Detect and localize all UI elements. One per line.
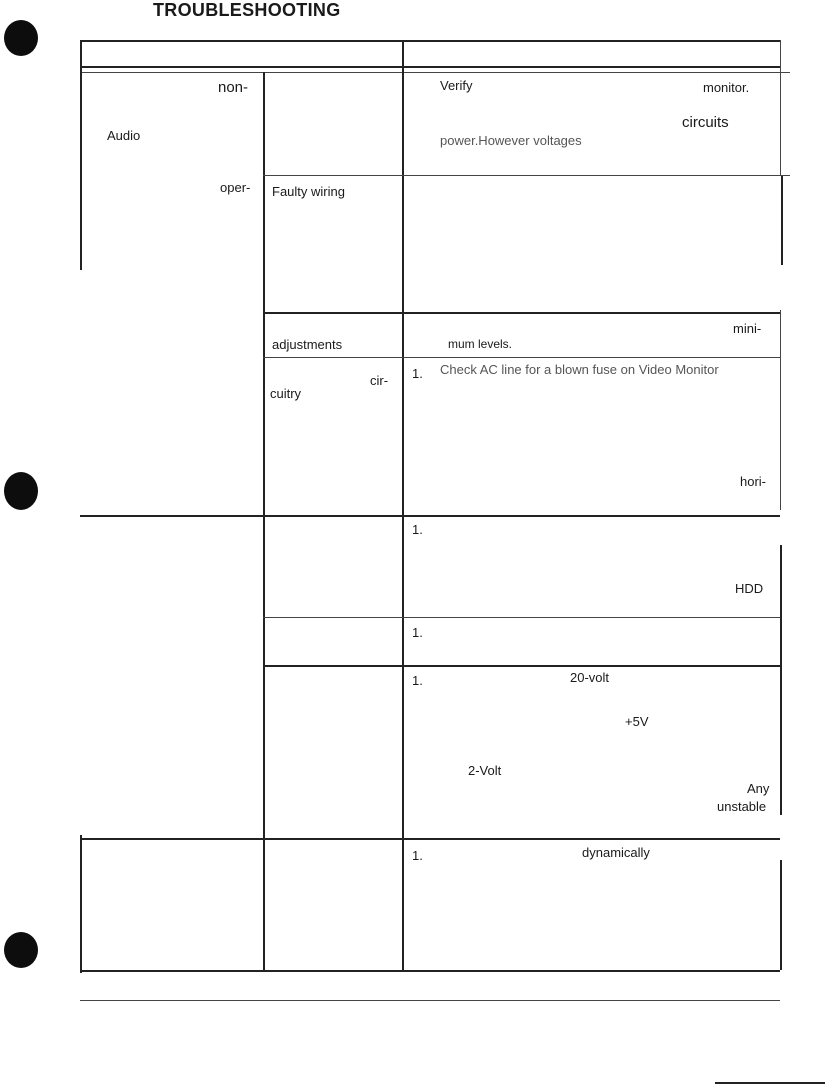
row-sep-7 (80, 838, 780, 840)
registration-dot-bottom (4, 932, 38, 968)
remedy-step-number: 1. (412, 673, 423, 688)
row-sep-6 (263, 665, 780, 667)
registration-dot-top (4, 20, 38, 56)
remedy-any: Any (747, 781, 770, 796)
remedy-dynamically: dynamically (582, 845, 650, 860)
header-rule-1 (80, 66, 780, 68)
symptom-fragment-3: oper- (220, 180, 251, 195)
remedy-monitor: monitor. (703, 80, 750, 95)
remedy-step-number: 1. (412, 625, 423, 640)
remedy-circuits: circuits (682, 114, 729, 131)
cause-circuitry-b: cuitry (270, 386, 302, 401)
table-top-border (80, 40, 780, 42)
table-right-border-mid (781, 175, 783, 265)
cause-circuitry-a: cir- (370, 373, 389, 388)
symptom-fragment-1: non- (218, 79, 249, 96)
footer-rule (80, 1000, 780, 1001)
table-right-border-bottom (780, 860, 782, 970)
remedy-hdd: HDD (735, 581, 764, 596)
cause-adjustments: adjustments (272, 337, 343, 352)
remedy-minimum-b: mum levels. (448, 337, 513, 351)
remedy-unstable: unstable (717, 799, 767, 814)
remedy-minimum-a: mini- (733, 321, 762, 336)
header-rule-2 (80, 72, 790, 73)
row-sep-4 (80, 515, 780, 517)
registration-dot-middle (4, 472, 38, 510)
row-sep-3 (263, 357, 780, 358)
row-sep-1 (263, 175, 790, 176)
table-bottom-border (80, 970, 780, 972)
symptom-fragment-2: Audio (107, 128, 141, 143)
remedy-verify: Verify (440, 78, 473, 93)
remedy-20-volt: 20-volt (570, 670, 610, 685)
remedy-check-ac-line: Check AC line for a blown fuse on Video Monitor (440, 362, 719, 377)
table-right-border-lower (780, 545, 782, 815)
col-divider-2 (402, 40, 404, 972)
col-divider-1 (263, 72, 265, 972)
remedy-step-number: 1. (412, 848, 423, 863)
cause-faulty-wiring: Faulty wiring (272, 184, 345, 199)
row-sep-5 (263, 617, 780, 618)
remedy-step-number: 1. (412, 366, 423, 381)
remedy-horizontal: hori- (740, 474, 767, 489)
remedy-step-number: 1. (412, 522, 423, 537)
row-sep-2 (263, 312, 780, 314)
table-left-border-lower (80, 835, 82, 973)
remedy-2-volt: 2-Volt (468, 763, 502, 778)
page-title: TROUBLESHOOTING (153, 0, 341, 20)
remedy-plus-5v: +5V (625, 714, 649, 729)
remedy-power-voltages: power.However voltages (440, 133, 582, 148)
footer-corner-rule (715, 1082, 825, 1084)
table-right-border-mid2 (780, 310, 781, 510)
table-left-border (80, 40, 82, 270)
table-right-border-top (780, 40, 781, 175)
